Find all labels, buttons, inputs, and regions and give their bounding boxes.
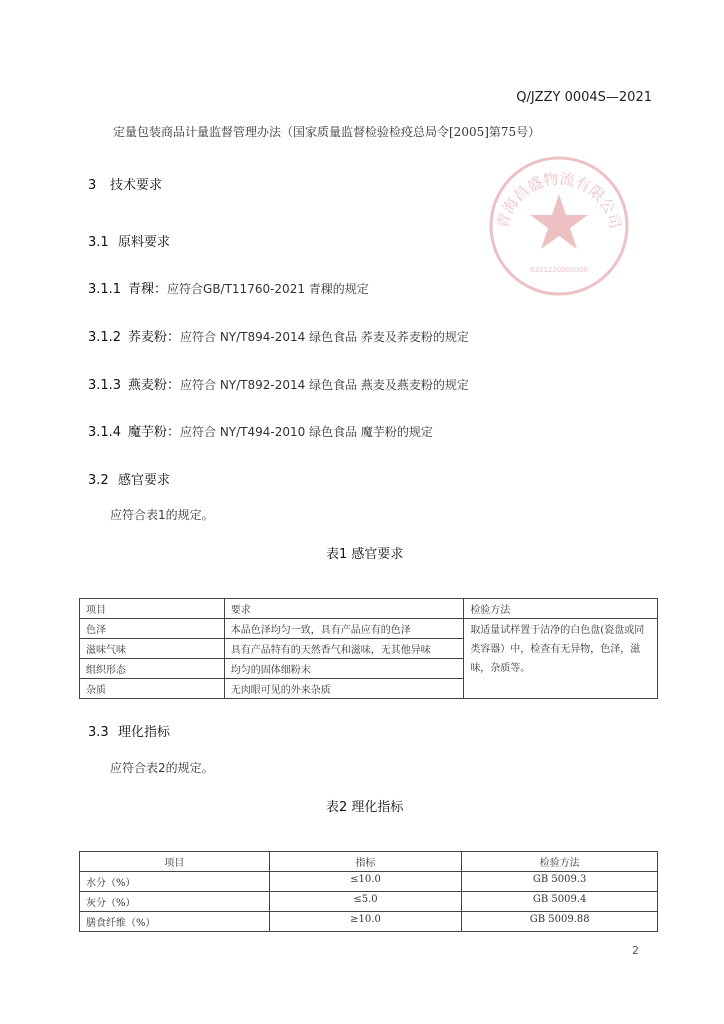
section-3-1-2: 3.1.2 荞麦粉：应符合 NY/T894-2014 绿色食品 荞麦及荞麦粉的规定 <box>88 330 469 345</box>
table-cell: 水分（%） <box>80 872 270 892</box>
section-3-1-heading: 3.1 原料要求 <box>88 235 171 250</box>
table-cell: 均匀的固体细粉末 <box>224 659 464 679</box>
table-cell: 滋味气味 <box>80 639 225 659</box>
table-cell: 色泽 <box>80 619 225 639</box>
table-cell: 无肉眼可见的外来杂质 <box>224 679 464 699</box>
page-number: 2 <box>632 944 639 957</box>
table1-header-method: 检验方法 <box>464 599 658 619</box>
table-cell: ≥10.0 <box>269 912 462 932</box>
reference-line: 定量包装商品计量监督管理办法（国家质量监督检验检疫总局令[2005]第75号） <box>113 125 541 139</box>
table1-header-requirement: 要求 <box>224 599 464 619</box>
table-cell: 膳食纤维（%） <box>80 912 270 932</box>
table-cell: ≤5.0 <box>269 892 462 912</box>
table-cell: GB 5009.88 <box>462 912 658 932</box>
table1-caption: 表1 感官要求 <box>326 547 404 562</box>
table2-caption: 表2 理化指标 <box>326 800 404 815</box>
seal-serial: 6321220000000 <box>530 266 588 274</box>
section-3-1-4: 3.1.4 魔芋粉：应符合 NY/T494-2010 绿色食品 魔芋粉的规定 <box>88 425 433 440</box>
table-cell: 具有产品特有的天然香气和滋味，无其他异味 <box>224 639 464 659</box>
seal-text: 青海昌盛物流有限公司 <box>493 169 625 231</box>
table2-header-index: 指标 <box>269 852 462 872</box>
seal-star-icon <box>530 194 588 249</box>
table-cell: GB 5009.3 <box>462 872 658 892</box>
table-cell: 组织形态 <box>80 659 225 679</box>
table1-method-cell: 取适量试样置于洁净的白色盘(瓷盘或同类容器）中，检查有无异物，色泽，滋味，杂质等。 <box>464 619 658 699</box>
table2-header-item: 项目 <box>80 852 270 872</box>
table-cell: GB 5009.4 <box>462 892 658 912</box>
section-3-1-1: 3.1.1 青稞：应符合GB/T11760-2021 青稞的规定 <box>88 282 369 297</box>
table-cell: 杂质 <box>80 679 225 699</box>
table1-header-item: 项目 <box>80 599 225 619</box>
section-3-2-body: 应符合表1的规定。 <box>110 508 214 522</box>
table-cell: 本品色泽均匀一致，具有产品应有的色泽 <box>224 619 464 639</box>
section-3-heading: 3 技术要求 <box>88 178 163 193</box>
section-3-1-3: 3.1.3 燕麦粉：应符合 NY/T892-2014 绿色食品 燕麦及燕麦粉的规定 <box>88 378 469 393</box>
table-cell: 灰分（%） <box>80 892 270 912</box>
section-3-2-heading: 3.2 感官要求 <box>88 473 171 488</box>
document-code: Q/JZZY 0004S—2021 <box>516 90 652 105</box>
company-seal-stamp <box>485 152 633 300</box>
table-cell: ≤10.0 <box>269 872 462 892</box>
section-3-3-body: 应符合表2的规定。 <box>110 761 214 775</box>
table2-physicochemical <box>79 851 658 932</box>
section-3-3-heading: 3.3 理化指标 <box>88 725 171 740</box>
table1-sensory <box>79 598 658 699</box>
table2-header-method: 检验方法 <box>462 852 658 872</box>
